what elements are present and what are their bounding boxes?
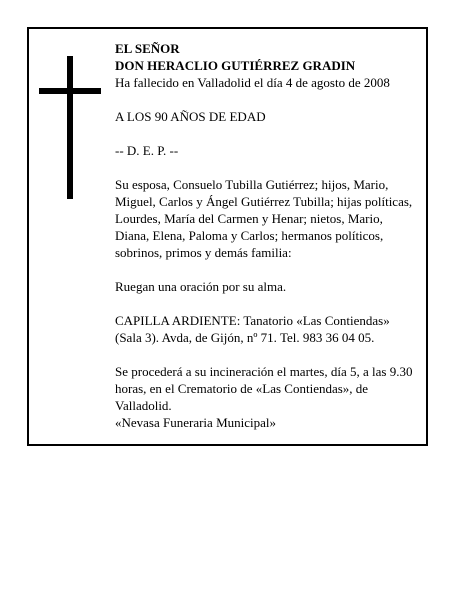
cross-horizontal-bar [39, 88, 101, 94]
funeral-home: «Nevasa Funeraria Municipal» [115, 415, 277, 430]
obituary-notice [27, 27, 428, 446]
family-paragraph: Su esposa, Consuelo Tubilla Gutiérrez; hijos, Mario, Miguel, Carlos y Ángel Gutiérrez Tubilla; hijas políticas, Lourdes, María del Carmen y Henar; nietos, Mario, Diana, Elena, Paloma y Carlos; hermanos políticos, sobrinos, primos y demás familia: [115, 177, 413, 260]
age-line: A LOS 90 AÑOS DE EDAD [115, 109, 266, 124]
cross-vertical-bar [67, 56, 73, 199]
dep-line: -- D. E. P. -- [115, 143, 179, 158]
title-line-1: EL SEÑOR [115, 41, 180, 56]
deceased-name: DON HERACLIO GUTIÉRREZ GRADIN [115, 58, 356, 73]
chapel-paragraph: CAPILLA ARDIENTE: Tanatorio «Las Contiendas» (Sala 3). Avda, de Gijón, nº 71. Tel. 983 36 04 05. [115, 313, 390, 345]
notice-text [115, 40, 415, 431]
latin-cross-icon [39, 56, 101, 199]
cremation-paragraph: Se procederá a su incineración el martes, día 5, a las 9.30 horas, en el Crematorio de «Las Contiendas», de Valladolid. [115, 364, 413, 413]
prayer-line: Ruegan una oración por su alma. [115, 279, 287, 294]
death-info: Ha fallecido en Valladolid el día 4 de agosto de 2008 [115, 75, 390, 90]
